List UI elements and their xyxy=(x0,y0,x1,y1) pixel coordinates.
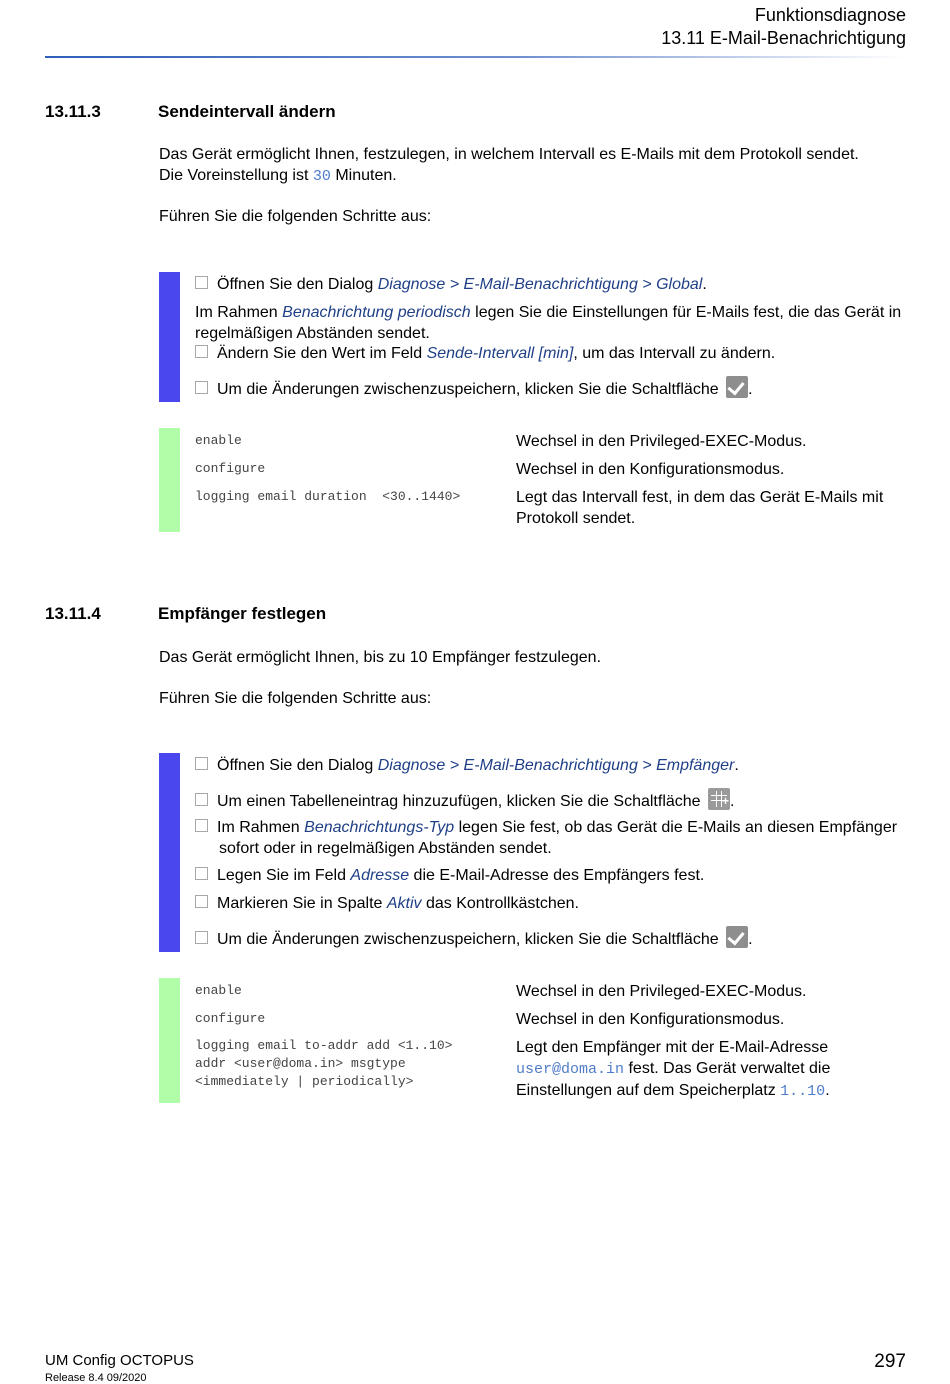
step-active: Markieren Sie in Spalte Aktiv das Kontrollkästchen. xyxy=(195,893,905,914)
header-section: 13.11 E-Mail-Benachrichtigung xyxy=(661,28,906,48)
cli-description: Legt den Empfänger mit der E-Mail-Adresse user@doma.in fest. Das Gerät verwaltet die Einstellungen auf dem Speicherplatz 1..10. xyxy=(516,1039,831,1100)
cli-description: Legt das Intervall fest, in dem das Gerät E-Mails mit Protokoll sendet. xyxy=(516,489,884,527)
range-literal: 1..10 xyxy=(780,1083,826,1100)
step-checkbox xyxy=(195,895,208,908)
cli-command: logging email to-addr add <1..10> addr <user@doma.in> msgtype <immediately | periodically> xyxy=(195,1038,453,1089)
footer-manual: UM Config OCTOPUS xyxy=(45,1352,194,1369)
cli-command: enable xyxy=(195,433,242,448)
header-chapter: Funktionsdiagnose xyxy=(754,5,906,25)
step-checkbox xyxy=(195,819,208,832)
step-save: Um die Änderungen zwischenzuspeichern, klicken Sie die Schaltfläche . xyxy=(195,926,905,950)
section-title: Sendeintervall ändern xyxy=(158,102,336,121)
step-checkbox xyxy=(195,867,208,880)
footer-release: Release 8.4 09/2020 xyxy=(45,1372,147,1384)
page-number: 297 xyxy=(874,1351,906,1372)
step-frame-info: Im Rahmen Benachrichtung periodisch legen Sie die Einstellungen für E-Mails fest, die das Gerät in regelmäßigen Abständen sendet. xyxy=(195,304,902,342)
step-checkbox xyxy=(195,381,208,394)
intro-text: Das Gerät ermöglicht Ihnen, bis zu 10 Empfänger festzulegen. xyxy=(159,649,602,666)
dialog-path: Diagnose > E-Mail-Benachrichtigung > Empfänger xyxy=(377,757,735,774)
cli-command: logging email duration <30..1440> xyxy=(195,489,461,504)
field-name: Sende-Intervall [min] xyxy=(426,345,574,362)
gui-steps-bar xyxy=(159,753,180,952)
steps-intro: Führen Sie die folgenden Schritte aus: xyxy=(159,690,432,707)
step-address: Legen Sie im Feld Adresse die E-Mail-Adresse des Empfängers fest. xyxy=(195,865,905,886)
column-name: Aktiv xyxy=(386,895,422,912)
add-table-entry-icon xyxy=(708,788,730,810)
checkmark-icon xyxy=(726,376,748,398)
cli-description: Wechsel in den Privileged-EXEC-Modus. xyxy=(516,983,807,1000)
section-number: 13.11.4 xyxy=(45,604,101,623)
default-value: 30 xyxy=(312,168,331,185)
step-checkbox xyxy=(195,345,208,358)
step-checkbox xyxy=(195,276,208,289)
cli-bar xyxy=(159,428,180,532)
section-number: 13.11.3 xyxy=(45,102,101,121)
email-address-literal: user@doma.in xyxy=(516,1061,625,1078)
cli-bar xyxy=(159,978,180,1103)
field-name: Adresse xyxy=(350,867,410,884)
step-open-dialog: Öffnen Sie den Dialog Diagnose > E-Mail-Benachrichtigung > Global. xyxy=(195,274,905,295)
intro-text: Das Gerät ermöglicht Ihnen, festzulegen, in welchem Intervall es E-Mails mit dem Protokoll sendet. Die Voreinstellung ist 30 Minuten. xyxy=(159,146,859,185)
step-open-dialog: Öffnen Sie den Dialog Diagnose > E-Mail-Benachrichtigung > Empfänger. xyxy=(195,755,905,776)
step-checkbox xyxy=(195,757,208,770)
checkmark-icon xyxy=(726,926,748,948)
cli-command: configure xyxy=(195,1011,266,1026)
header-rule xyxy=(45,56,905,58)
cli-command: configure xyxy=(195,461,266,476)
cli-command: enable xyxy=(195,983,242,998)
cli-description: Wechsel in den Konfigurationsmodus. xyxy=(516,461,785,478)
step-checkbox xyxy=(195,931,208,944)
gui-steps-bar xyxy=(159,272,180,402)
cli-description: Wechsel in den Privileged-EXEC-Modus. xyxy=(516,433,807,450)
frame-name: Benachrichtung periodisch xyxy=(282,304,471,321)
step-change-value: Ändern Sie den Wert im Feld Sende-Intervall [min], um das Intervall zu ändern. xyxy=(195,343,905,364)
steps-intro: Führen Sie die folgenden Schritte aus: xyxy=(159,208,432,225)
step-checkbox xyxy=(195,793,208,806)
section-title: Empfänger festlegen xyxy=(158,604,327,623)
step-notification-type: Im Rahmen Benachrichtungs-Typ legen Sie fest, ob das Gerät die E-Mails an diesen Empfänger sofort oder in regelmäßigen Abständen sendet. xyxy=(195,817,929,859)
cli-description: Wechsel in den Konfigurationsmodus. xyxy=(516,1011,785,1028)
frame-name: Benachrichtungs-Typ xyxy=(304,819,455,836)
dialog-path: Diagnose > E-Mail-Benachrichtigung > Global xyxy=(377,276,703,293)
step-save: Um die Änderungen zwischenzuspeichern, klicken Sie die Schaltfläche . xyxy=(195,376,905,400)
step-add-entry: Um einen Tabelleneintrag hinzuzufügen, klicken Sie die Schaltfläche +. xyxy=(195,788,905,812)
